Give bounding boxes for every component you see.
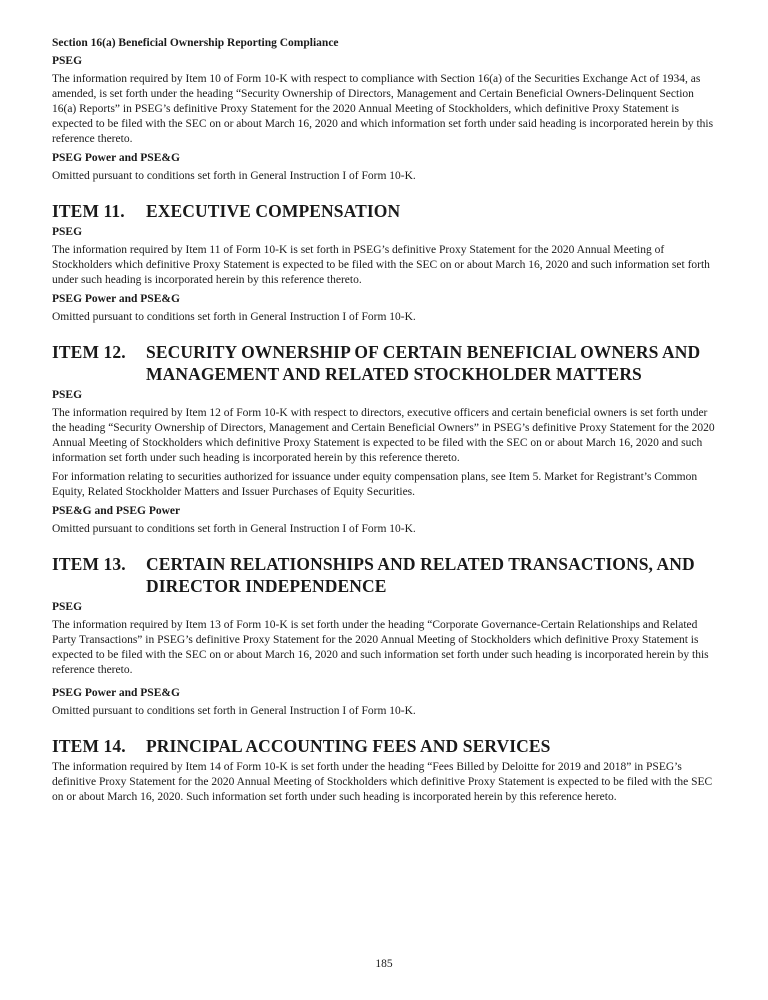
item-12-pseg-label: PSEG [52,389,83,401]
item-13-pseg-label: PSEG [52,601,83,613]
item-11-title: EXECUTIVE COMPENSATION [146,201,401,221]
item-13-other-label: PSEG Power and PSE&G [52,687,180,699]
document-page [52,36,718,809]
item-11-section [52,200,718,325]
item-12-pseg-text-2: For information relating to securities authorized for issuance under equity compensation plans, see Item 5. Market for Registrant’s Common Equity, Related Stockholder Matters and Issuer Purchases of Equity Securities. [52,471,698,498]
item-11-other-text: Omitted pursuant to conditions set forth in General Instruction I of Form 10-K. [52,311,416,323]
item-14-section [52,735,718,805]
item-13-title: CERTAIN RELATIONSHIPS AND RELATED TRANSACTIONS, AND DIRECTOR INDEPENDENCE [146,554,695,596]
item-14-heading [52,735,718,757]
item-13-pseg-text: The information required by Item 13 of Form 10-K is set forth under the heading “Corporate Governance-Certain Relationships and Related Party Transactions” in PSEG’s definitive Proxy Statement for the 2020 Annual Meeting of Stockholders which definitive Proxy Statement is expected to be filed with the SEC on or about March 16, 2020 and such information set forth under such heading is incorporated herein by this reference thereto. [52,619,709,676]
item-12-section [52,341,718,537]
item-11-number: ITEM 11. [52,201,125,221]
section-16a [52,36,718,184]
item-11-other-label: PSEG Power and PSE&G [52,293,180,305]
item-12-title: SECURITY OWNERSHIP OF CERTAIN BENEFICIAL OWNERS AND MANAGEMENT AND RELATED STOCKHOLDER MATTERS [146,342,701,384]
section-16a-other-label: PSEG Power and PSE&G [52,152,180,164]
item-12-heading [52,341,718,385]
section-16a-other-text: Omitted pursuant to conditions set forth in General Instruction I of Form 10-K. [52,170,416,182]
page-number: 185 [375,958,393,970]
item-11-pseg-label: PSEG [52,226,83,238]
section-16a-pseg-label: PSEG [52,55,83,67]
section-16a-pseg-text: The information required by Item 10 of Form 10-K with respect to compliance with Section 16(a) of the Securities Exchange Act of 1934, as amended, is set forth under the heading “Security Ownership of Directors, Management and Certain Beneficial Owners-Delinquent Section 16(a) Reports” in PSEG’s definitive Proxy Statement for the 2020 Annual Meeting of Stockholders, which definitive Proxy Statement is expected to be filed with the SEC on or about March 16, 2020 and which information set forth under said heading is incorporated herein by this reference thereto. [52,73,714,145]
item-12-other-label: PSE&G and PSEG Power [52,505,181,517]
section-16a-heading: Section 16(a) Beneficial Ownership Reporting Compliance [52,37,339,49]
item-11-pseg-text: The information required by Item 11 of Form 10-K is set forth in PSEG’s definitive Proxy Statement for the 2020 Annual Meeting of Stockholders which definitive Proxy Statement is expected to be filed with the SEC on or about March 16, 2020 and such information set forth under such heading is incorporated herein by this reference thereto. [52,244,710,286]
item-12-pseg-text: The information required by Item 12 of Form 10-K with respect to directors, executive officers and certain beneficial owners is set forth under the heading “Security Ownership of Directors, Management and Certain Beneficial Owners” in PSEG’s definitive Proxy Statement for the 2020 Annual Meeting of Stockholders which definitive Proxy Statement is expected to be filed with the SEC on or about March 16, 2020 and such information set forth under such heading is incorporated herein by this reference thereto. [52,407,715,464]
item-14-text: The information required by Item 14 of Form 10-K is set forth under the heading “Fees Billed by Deloitte for 2019 and 2018” in PSEG’s definitive Proxy Statement for the 2020 Annual Meeting of Stockholders which definitive Proxy Statement is expected to be filed with the SEC on or about March 16, 2020. Such information set forth under such heading is incorporated herein by this reference hereto. [52,761,713,803]
item-13-number: ITEM 13. [52,554,126,574]
item-13-heading [52,553,718,597]
item-13-section [52,553,718,719]
item-14-title: PRINCIPAL ACCOUNTING FEES AND SERVICES [146,736,551,756]
item-12-other-text: Omitted pursuant to conditions set forth in General Instruction I of Form 10-K. [52,523,416,535]
item-12-number: ITEM 12. [52,342,126,362]
item-13-other-text: Omitted pursuant to conditions set forth in General Instruction I of Form 10-K. [52,705,416,717]
item-11-heading [52,200,718,222]
item-14-number: ITEM 14. [52,736,126,756]
